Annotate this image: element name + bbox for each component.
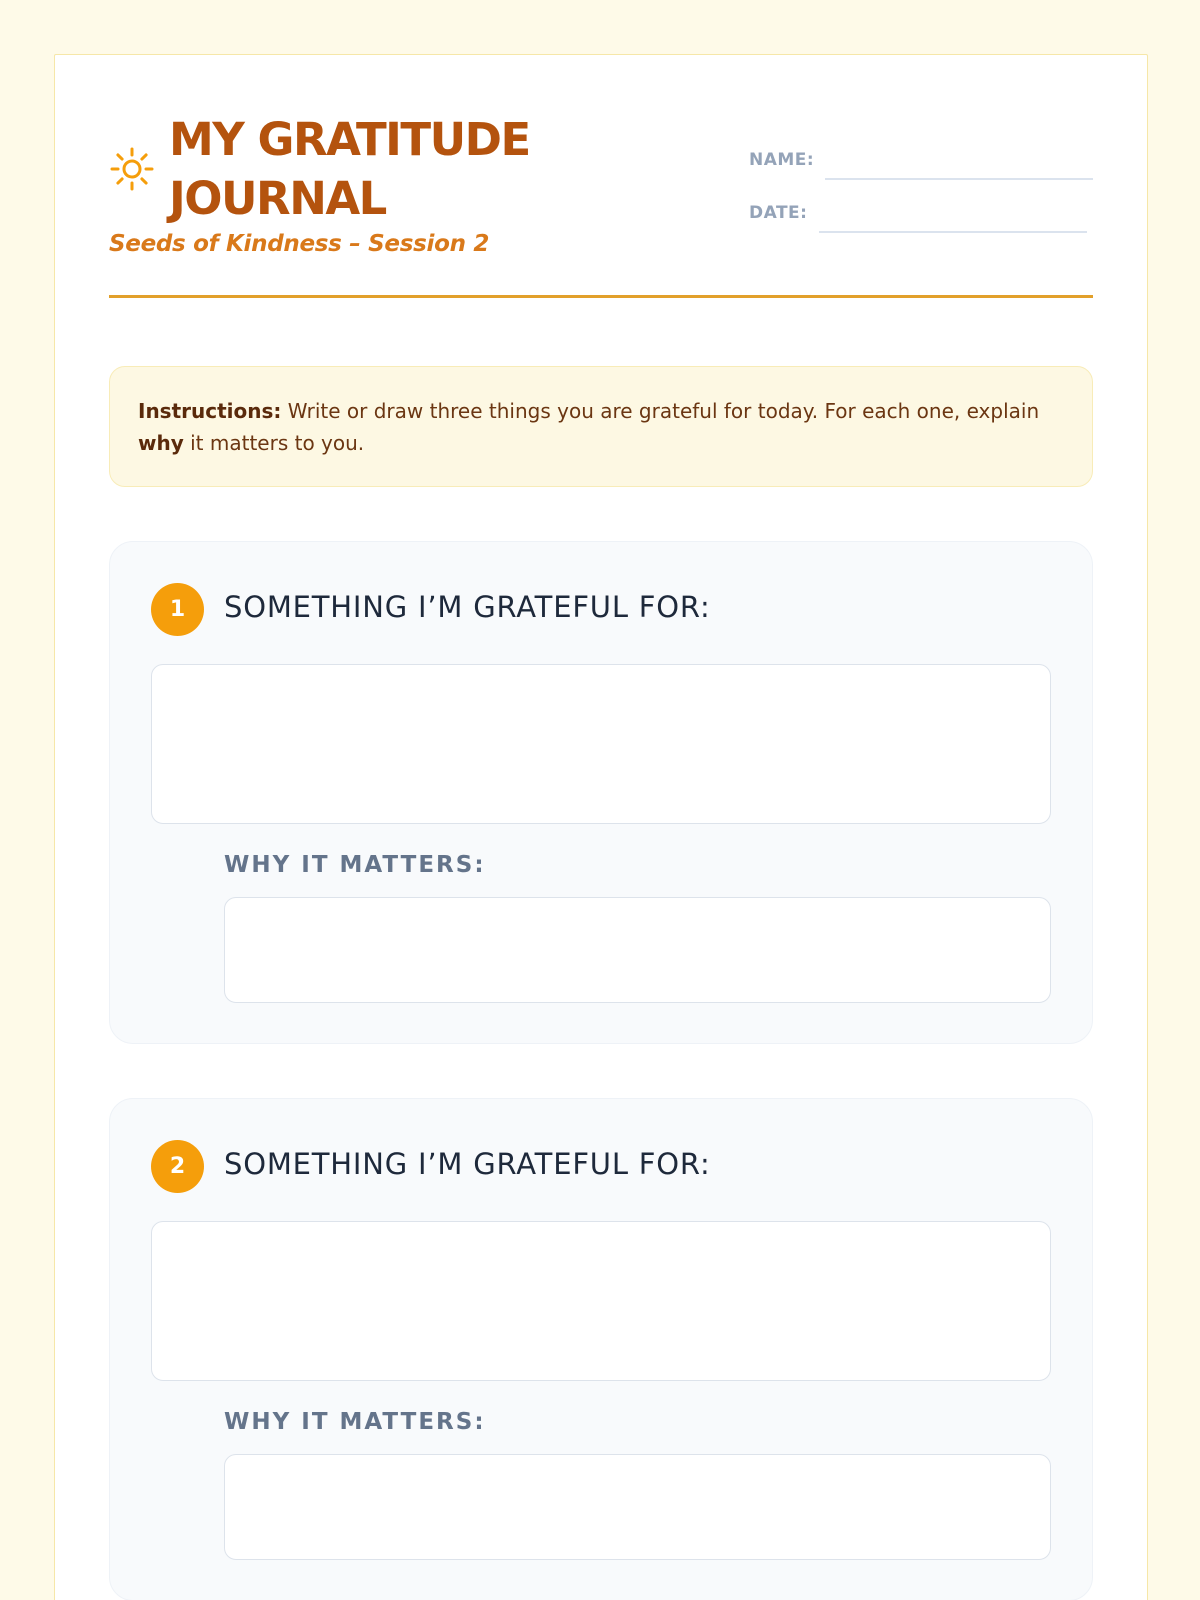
instructions-lead: Instructions:	[138, 399, 282, 423]
page-title	[169, 110, 629, 228]
why-label: WHY IT MATTERS:	[224, 1409, 486, 1435]
sun-icon	[109, 146, 155, 192]
date-line[interactable]	[819, 231, 1087, 233]
gratitude-answer-box[interactable]	[151, 1221, 1051, 1381]
instructions-text-2: it matters to you.	[183, 431, 365, 455]
entry-prompt: SOMETHING I’M GRATEFUL FOR:	[224, 1147, 711, 1181]
entry-number-badge: 2	[151, 1140, 204, 1193]
instructions-box	[109, 366, 1093, 487]
session-subtitle: Seeds of Kindness – Session 2	[109, 231, 490, 257]
gratitude-answer-box[interactable]	[151, 664, 1051, 824]
gratitude-entry-1	[109, 541, 1093, 1044]
name-label: NAME:	[749, 150, 815, 170]
entry-prompt: SOMETHING I’M GRATEFUL FOR:	[224, 590, 711, 624]
why-label: WHY IT MATTERS:	[224, 852, 486, 878]
title-line-1: MY GRATITUDE	[169, 113, 530, 166]
why-answer-box[interactable]	[224, 1454, 1051, 1560]
instructions-emphasis: why	[138, 431, 184, 455]
instructions-text-1: Write or draw three things you are grateful for today. For each one, explain	[281, 399, 1040, 423]
name-line[interactable]	[825, 178, 1093, 180]
journal-header	[109, 56, 1093, 298]
why-answer-box[interactable]	[224, 897, 1051, 1003]
date-label: DATE:	[749, 203, 808, 223]
title-line-2: JOURNAL	[169, 172, 386, 225]
entry-number-badge: 1	[151, 583, 204, 636]
gratitude-entry-2	[109, 1098, 1093, 1600]
